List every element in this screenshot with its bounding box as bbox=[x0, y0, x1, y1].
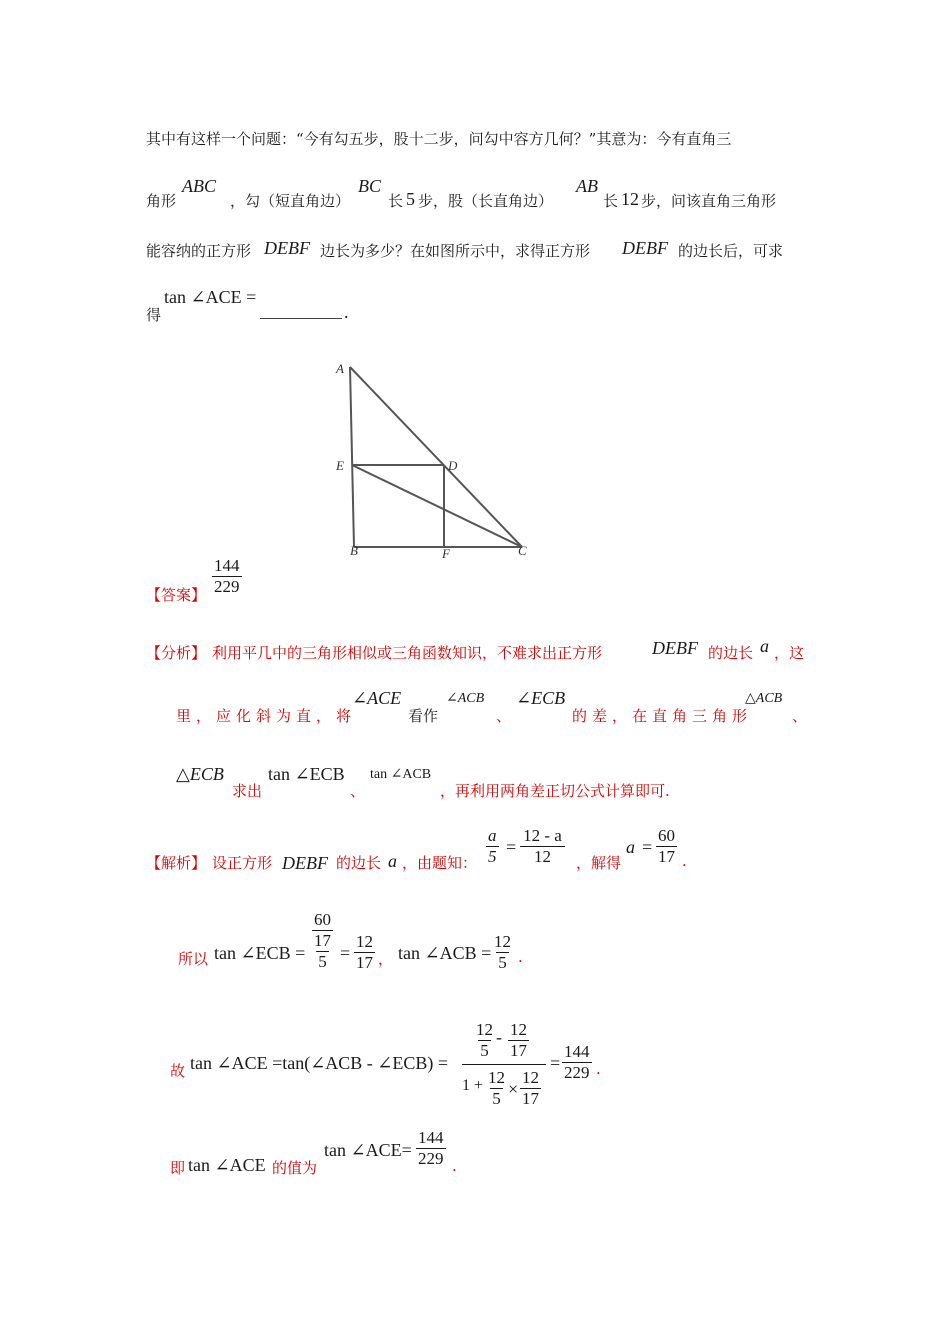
solution-text: 的值为 bbox=[272, 1159, 318, 1177]
equals-sign: = bbox=[340, 943, 351, 963]
math-tan-ecb: tan ∠ECB bbox=[268, 764, 345, 784]
fraction-12-over-17 bbox=[508, 1020, 529, 1061]
segment-ac bbox=[350, 367, 522, 547]
math-tan-acb: tan ∠ACB = bbox=[398, 943, 492, 963]
label-c: C bbox=[518, 543, 527, 558]
math-twelve: 12 bbox=[621, 189, 639, 209]
problem-text: 的边长后，可求 bbox=[678, 242, 784, 260]
math-triangle-acb: △ACB bbox=[745, 691, 783, 706]
fraction-numerator: 12 bbox=[488, 1068, 505, 1087]
label-a: A bbox=[336, 361, 344, 376]
one-plus: 1 + bbox=[462, 1077, 484, 1094]
math-debf: DEBF bbox=[282, 853, 328, 873]
inner-denominator: 17 bbox=[314, 931, 331, 950]
fraction-denominator: 5 bbox=[480, 1041, 489, 1060]
math-tan-ace: tan ∠ACE = bbox=[164, 287, 257, 307]
label-e: E bbox=[336, 458, 344, 473]
label-f: F bbox=[442, 546, 450, 561]
problem-text: ，勾（短直角边） bbox=[230, 192, 351, 210]
analysis-text: 的边长 bbox=[708, 644, 754, 662]
fraction-numerator: 144 bbox=[418, 1128, 444, 1147]
fraction-numerator: 144 bbox=[564, 1042, 590, 1061]
problem-text: 长 bbox=[388, 192, 404, 210]
fraction-denominator: 5 bbox=[488, 847, 497, 866]
math-a: a bbox=[760, 636, 769, 656]
answer-blank bbox=[260, 304, 342, 319]
math-a: a bbox=[626, 837, 635, 857]
math-tan-ace: tan ∠ACE= bbox=[324, 1140, 412, 1160]
analysis-label: 【分析】 bbox=[146, 644, 207, 662]
analysis-text: 里，应化斜为直，将 bbox=[176, 707, 357, 725]
analysis-text: ，这 bbox=[774, 644, 805, 662]
segment-ec bbox=[352, 465, 522, 547]
times-sign: × bbox=[508, 1079, 519, 1099]
math-bc: BC bbox=[358, 176, 382, 196]
fraction-numerator bbox=[310, 910, 335, 951]
fraction-denominator: 12 bbox=[520, 846, 565, 867]
tangent-difference-fraction bbox=[462, 1020, 546, 1114]
fraction-144-over-229 bbox=[416, 1128, 446, 1169]
math-tan-ecb: tan ∠ECB = bbox=[214, 943, 306, 963]
analysis-text: 利用平几中的三角形相似或三角函数知识，不难求出正方形 bbox=[212, 644, 603, 662]
problem-text: 能容纳的正方形 bbox=[146, 242, 252, 260]
fraction-numerator: 12 bbox=[476, 1020, 493, 1039]
math-abc: ABC bbox=[182, 176, 216, 196]
equals-sign: = bbox=[642, 837, 653, 857]
analysis-text: ，再利用两角差正切公式计算即可. bbox=[440, 782, 670, 800]
fraction-denominator: 17 bbox=[356, 953, 373, 972]
answer-fraction bbox=[212, 556, 242, 597]
fraction-denominator: 17 bbox=[658, 847, 675, 866]
main-fraction-bar bbox=[462, 1064, 546, 1065]
equals-sign: = bbox=[550, 1053, 561, 1073]
math-debf: DEBF bbox=[622, 238, 668, 258]
geometry-figure bbox=[330, 355, 540, 565]
problem-text: 长 bbox=[603, 192, 619, 210]
analysis-text: 、 bbox=[792, 707, 808, 725]
math-tan-ace: tan ∠ACE bbox=[188, 1155, 266, 1175]
problem-text: 步，问该直角三角形 bbox=[641, 192, 777, 210]
fraction-denominator: 17 bbox=[522, 1089, 539, 1108]
analysis-text: 、 bbox=[496, 707, 512, 725]
fraction-denominator: 229 bbox=[418, 1149, 444, 1168]
solution-text: 的边长 bbox=[336, 854, 382, 872]
fraction-numerator: 12 bbox=[522, 1068, 539, 1087]
fraction-numerator: 60 bbox=[658, 826, 675, 845]
fraction-12-minus-a bbox=[520, 826, 565, 867]
fraction-denominator: 17 bbox=[510, 1041, 527, 1060]
fraction-numerator: 12 bbox=[494, 932, 511, 951]
fraction-144-over-229 bbox=[562, 1042, 592, 1083]
solution-text: . bbox=[682, 852, 687, 870]
solution-text: ， bbox=[378, 950, 394, 968]
equals-sign: = bbox=[506, 837, 517, 857]
problem-text: 边长为多少？在如图所示中，求得正方形 bbox=[320, 242, 591, 260]
fraction-denominator: 229 bbox=[214, 577, 240, 596]
problem-text: 得 bbox=[146, 306, 162, 324]
fraction-denominator: 229 bbox=[564, 1063, 590, 1082]
fraction-denominator: 5 bbox=[318, 952, 327, 971]
fraction-60-over-17 bbox=[656, 826, 677, 867]
fraction-a-over-5 bbox=[486, 826, 499, 867]
solution-label: 【解析】 bbox=[146, 854, 207, 872]
math-acb: ∠ACB bbox=[446, 691, 485, 706]
analysis-text: 、 bbox=[350, 782, 366, 800]
segment-ab bbox=[350, 367, 354, 547]
fraction-numerator: 144 bbox=[214, 556, 240, 575]
solution-text: 设正方形 bbox=[212, 854, 273, 872]
answer-label: 【答案】 bbox=[146, 586, 207, 604]
compound-fraction bbox=[310, 910, 335, 972]
solution-text: ，由题知： bbox=[402, 854, 478, 872]
math-tan-difference: tan ∠ACE =tan(∠ACB - ∠ECB) = bbox=[190, 1053, 449, 1073]
solution-text: ，解得 bbox=[576, 854, 622, 872]
period: . bbox=[344, 302, 349, 322]
problem-text: 角形 bbox=[146, 192, 177, 210]
minus-sign: - bbox=[496, 1027, 502, 1047]
solution-text: 故 bbox=[170, 1062, 186, 1080]
math-debf: DEBF bbox=[264, 238, 310, 258]
fraction-12-over-5 bbox=[492, 932, 513, 973]
solution-text: 即 bbox=[170, 1159, 186, 1177]
fraction-12-over-17 bbox=[354, 932, 375, 973]
fraction-denominator: 5 bbox=[492, 1089, 501, 1108]
math-ab: AB bbox=[576, 176, 598, 196]
fraction-numerator: 12 bbox=[510, 1020, 527, 1039]
fraction-denominator: 5 bbox=[498, 953, 507, 972]
label-b: B bbox=[350, 543, 358, 558]
solution-text: . bbox=[596, 1060, 601, 1078]
solution-text: . bbox=[518, 948, 523, 966]
fraction-numerator: 12 bbox=[356, 932, 373, 951]
math-tan-acb: tan ∠ACB bbox=[370, 767, 432, 782]
math-triangle-ecb: △ECB bbox=[176, 764, 224, 784]
solution-text: . bbox=[452, 1157, 457, 1175]
math-five: 5 bbox=[406, 189, 415, 209]
analysis-text: 求出 bbox=[232, 782, 263, 800]
fraction-12-over-5 bbox=[474, 1020, 495, 1061]
fraction-numerator: 12 - a bbox=[523, 826, 562, 845]
solution-text: 所以 bbox=[178, 950, 209, 968]
math-ecb: ∠ECB bbox=[516, 688, 566, 708]
problem-text: 步，股（长直角边） bbox=[418, 192, 554, 210]
label-d: D bbox=[448, 458, 458, 473]
fraction-12-over-5 bbox=[486, 1068, 507, 1109]
fraction-12-over-17 bbox=[520, 1068, 541, 1109]
problem-line-1: 其中有这样一个问题：“今有勾五步，股十二步，问勾中容方几何？”其意为：今有直角三 bbox=[146, 130, 732, 148]
math-debf: DEBF bbox=[652, 638, 698, 658]
math-a: a bbox=[388, 851, 397, 871]
math-ace: ∠ACE bbox=[352, 688, 402, 708]
inner-numerator: 60 bbox=[314, 910, 331, 929]
fraction-numerator: a bbox=[488, 826, 497, 845]
analysis-text: 看作 bbox=[408, 707, 439, 725]
analysis-text: 的差，在直角三角形 bbox=[572, 707, 753, 725]
